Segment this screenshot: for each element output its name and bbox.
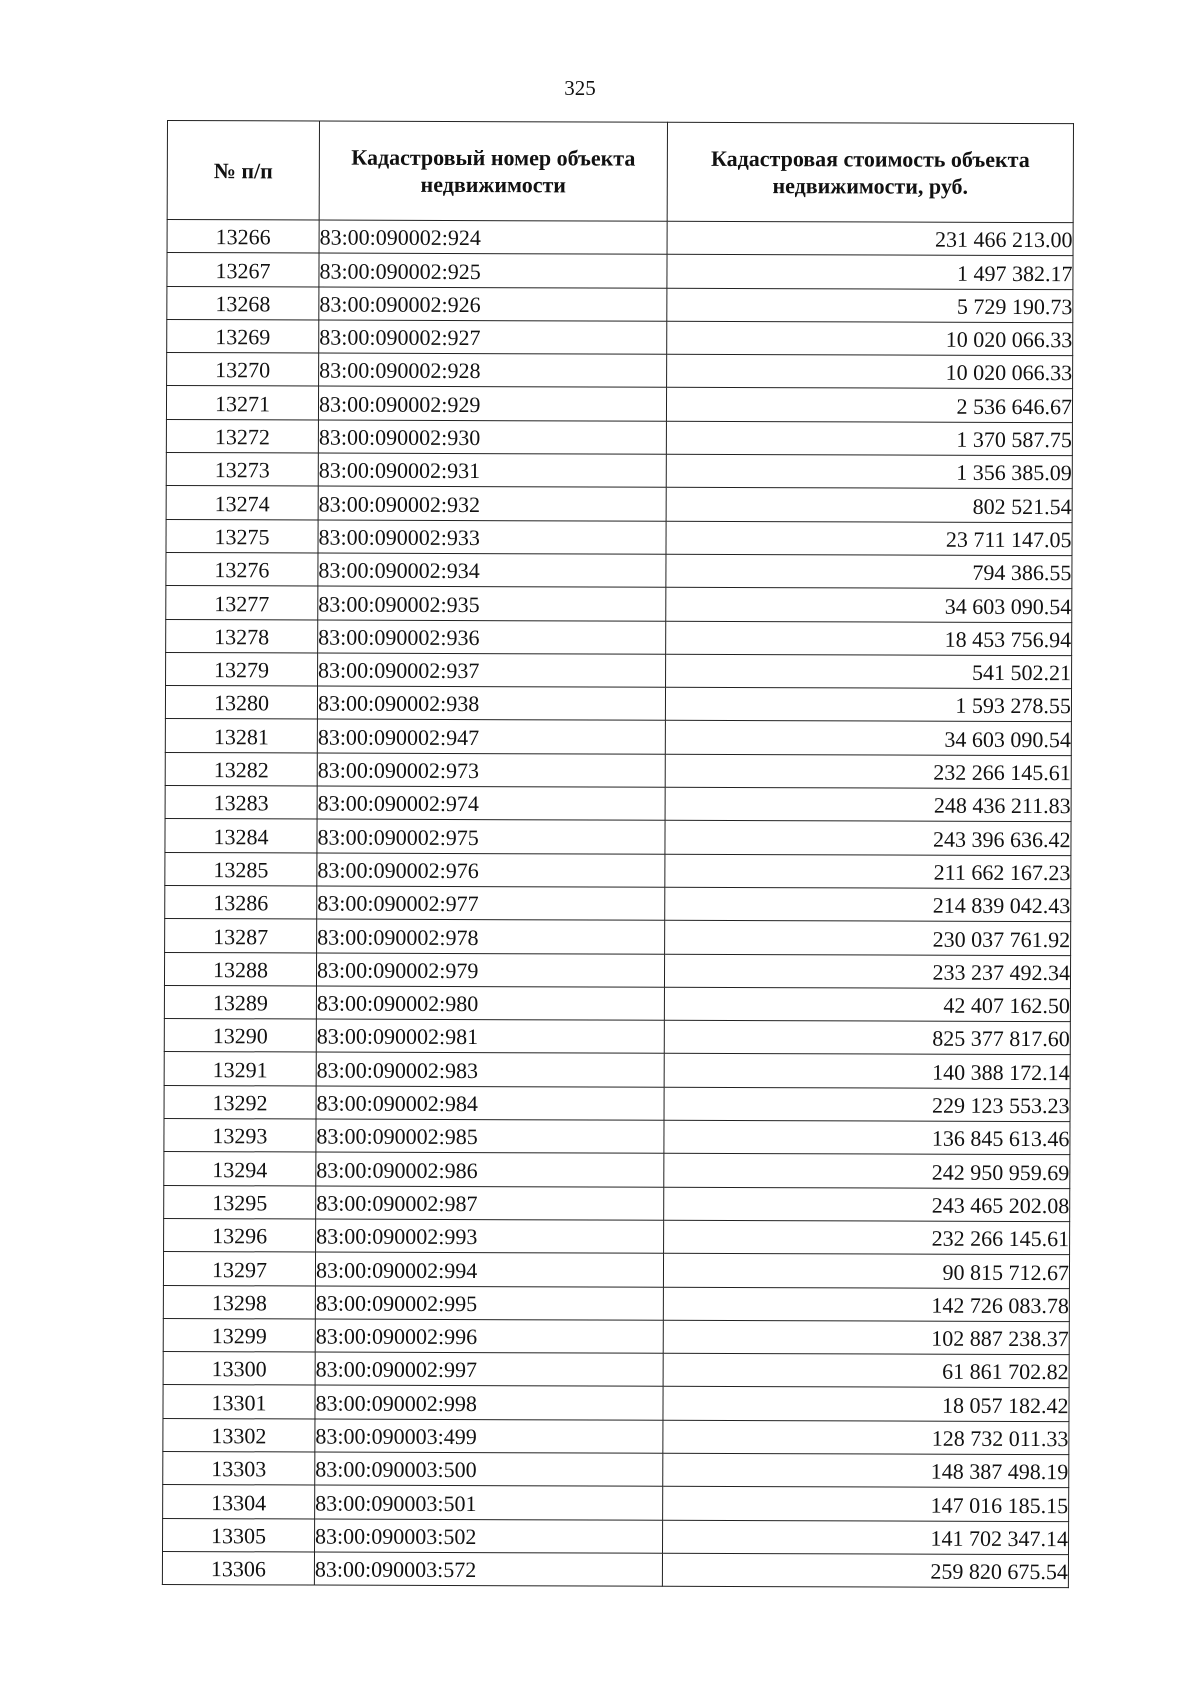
table-row — [164, 985, 1070, 1021]
table-row — [164, 1085, 1070, 1121]
cadastral-number-cell: 83:00:090002:935 — [318, 586, 666, 621]
row-number-cell: 13273 — [166, 453, 318, 487]
row-number-cell: 13282 — [165, 752, 317, 786]
cadastral-number-cell: 83:00:090002:929 — [318, 387, 666, 422]
cadastral-number-cell: 83:00:090002:994 — [315, 1252, 663, 1287]
table-row — [162, 1551, 1068, 1587]
cadastral-value-cell: 2 536 646.67 — [666, 388, 1072, 423]
cadastral-value-cell: 61 861 702.82 — [663, 1353, 1069, 1388]
cadastral-value-cell: 231 466 213.00 — [667, 221, 1073, 256]
cadastral-value-cell: 34 603 090.54 — [665, 721, 1071, 756]
row-number-cell: 13278 — [166, 619, 318, 653]
cadastral-number-cell: 83:00:090002:996 — [315, 1319, 663, 1354]
table-row — [166, 586, 1072, 622]
cadastral-value-cell: 5 729 190.73 — [667, 288, 1073, 323]
table-row — [166, 552, 1072, 588]
table-row — [165, 852, 1071, 888]
row-number-cell: 13292 — [164, 1085, 316, 1119]
row-number-cell: 13303 — [163, 1451, 315, 1485]
table-row — [164, 1218, 1070, 1254]
cadastral-value-cell: 142 726 083.78 — [663, 1287, 1069, 1322]
cadastral-number-cell: 83:00:090002:924 — [319, 220, 667, 255]
cadastral-value-cell: 243 396 636.42 — [665, 821, 1071, 856]
row-number-cell: 13272 — [166, 419, 318, 453]
table-row — [165, 885, 1071, 921]
row-number-cell: 13280 — [165, 686, 317, 720]
row-number-cell: 13288 — [164, 952, 316, 986]
row-number-cell: 13299 — [163, 1318, 315, 1352]
table-row — [166, 652, 1072, 688]
row-number-cell: 13306 — [162, 1551, 314, 1585]
cadastral-number-cell: 83:00:090002:995 — [315, 1286, 663, 1321]
row-number-cell: 13302 — [163, 1418, 315, 1452]
table-row — [163, 1451, 1069, 1487]
table-row — [166, 453, 1072, 489]
row-number-cell: 13295 — [164, 1185, 316, 1219]
table-row — [164, 1119, 1070, 1155]
cadastral-number-cell: 83:00:090002:928 — [319, 353, 667, 388]
row-number-cell: 13276 — [166, 552, 318, 586]
cadastral-number-cell: 83:00:090002:983 — [316, 1052, 664, 1087]
table-row — [163, 1518, 1069, 1554]
row-number-cell: 13298 — [163, 1285, 315, 1319]
table-row — [165, 919, 1071, 955]
row-number-cell: 13274 — [166, 486, 318, 520]
cadastral-value-cell: 18 453 756.94 — [666, 621, 1072, 656]
row-number-cell: 13300 — [163, 1352, 315, 1386]
row-number-cell: 13287 — [165, 919, 317, 953]
row-number-cell: 13290 — [164, 1019, 316, 1053]
cadastral-number-cell: 83:00:090002:979 — [316, 953, 664, 988]
cadastral-value-cell: 1 356 385.09 — [666, 454, 1072, 489]
cadastral-value-cell: 214 839 042.43 — [665, 887, 1071, 922]
header-cadastral-number: Кадастровый номер объекта недвижимости — [319, 121, 667, 221]
table-row — [165, 719, 1071, 755]
cadastral-value-cell: 10 020 066.33 — [667, 354, 1073, 389]
cadastral-number-cell: 83:00:090002:984 — [316, 1086, 664, 1121]
cadastral-value-cell: 23 711 147.05 — [666, 521, 1072, 556]
header-cadastral-value: Кадастровая стоимость объекта недвижимости, руб. — [667, 122, 1073, 222]
cadastral-number-cell: 83:00:090002:981 — [316, 1019, 664, 1054]
table-row — [164, 1019, 1070, 1055]
table-body — [162, 220, 1073, 1588]
cadastral-number-cell: 83:00:090002:932 — [318, 486, 666, 521]
cadastral-number-cell: 83:00:090002:985 — [316, 1119, 664, 1154]
table-row — [166, 486, 1072, 522]
cadastral-number-cell: 83:00:090002:976 — [317, 853, 665, 888]
cadastral-number-cell: 83:00:090002:927 — [319, 320, 667, 355]
cadastral-value-cell: 242 950 959.69 — [664, 1154, 1070, 1189]
page-number: 325 — [564, 76, 596, 100]
cadastral-value-cell: 10 020 066.33 — [667, 321, 1073, 356]
row-number-cell: 13267 — [167, 253, 319, 287]
table-row — [163, 1285, 1069, 1321]
cadastral-number-cell: 83:00:090002:934 — [318, 553, 666, 588]
cadastral-number-cell: 83:00:090003:501 — [315, 1485, 663, 1520]
cadastral-number-cell: 83:00:090002:974 — [317, 786, 665, 821]
cadastral-number-cell: 83:00:090002:986 — [316, 1152, 664, 1187]
cadastral-number-cell: 83:00:090003:572 — [314, 1552, 662, 1587]
cadastral-value-cell: 141 702 347.14 — [663, 1520, 1069, 1555]
cadastral-number-cell: 83:00:090002:973 — [317, 753, 665, 788]
cadastral-value-cell: 541 502.21 — [666, 654, 1072, 689]
cadastral-value-cell: 259 820 675.54 — [662, 1553, 1068, 1588]
row-number-cell: 13283 — [165, 786, 317, 820]
row-number-cell: 13305 — [163, 1518, 315, 1552]
row-number-cell: 13269 — [167, 319, 319, 353]
cadastral-value-cell: 232 266 145.61 — [665, 754, 1071, 789]
table-row — [166, 519, 1072, 555]
cadastral-number-cell: 83:00:090002:998 — [315, 1385, 663, 1420]
table-row — [166, 619, 1072, 655]
row-number-cell: 13266 — [167, 220, 319, 254]
cadastral-number-cell: 83:00:090002:975 — [317, 819, 665, 854]
cadastral-value-cell: 102 887 238.37 — [663, 1320, 1069, 1355]
row-number-cell: 13268 — [167, 286, 319, 320]
cadastral-value-cell: 128 732 011.33 — [663, 1420, 1069, 1455]
row-number-cell: 13285 — [165, 852, 317, 886]
table-row — [165, 786, 1071, 822]
cadastral-number-cell: 83:00:090002:930 — [318, 420, 666, 455]
cadastral-value-cell: 90 815 712.67 — [663, 1253, 1069, 1288]
cadastral-value-cell: 825 377 817.60 — [664, 1020, 1070, 1055]
row-number-cell: 13291 — [164, 1052, 316, 1086]
cadastral-number-cell: 83:00:090002:993 — [316, 1219, 664, 1254]
cadastral-number-cell: 83:00:090003:500 — [315, 1452, 663, 1487]
cadastral-value-cell: 802 521.54 — [666, 488, 1072, 523]
cadastral-value-cell: 18 057 182.42 — [663, 1387, 1069, 1422]
cadastral-value-cell: 1 370 587.75 — [666, 421, 1072, 456]
table-row — [163, 1485, 1069, 1521]
table-row — [163, 1252, 1069, 1288]
cadastral-number-cell: 83:00:090002:980 — [316, 986, 664, 1021]
table-row — [164, 1052, 1070, 1088]
cadastral-number-cell: 83:00:090002:925 — [319, 253, 667, 288]
row-number-cell: 13270 — [167, 353, 319, 387]
cadastral-number-cell: 83:00:090003:502 — [315, 1519, 663, 1554]
cadastral-number-cell: 83:00:090002:938 — [317, 686, 665, 721]
cadastral-value-cell: 794 386.55 — [666, 554, 1072, 589]
table-row — [163, 1385, 1069, 1421]
table-row — [167, 319, 1073, 355]
table-row — [167, 353, 1073, 389]
table-row — [165, 752, 1071, 788]
row-number-cell: 13275 — [166, 519, 318, 553]
cadastral-value-cell: 147 016 185.15 — [663, 1487, 1069, 1522]
row-number-cell: 13296 — [164, 1218, 316, 1252]
header-row-number: № п/п — [167, 121, 319, 221]
table-row — [164, 1185, 1070, 1221]
cadastral-number-cell: 83:00:090002:931 — [318, 453, 666, 488]
cadastral-value-cell: 211 662 167.23 — [665, 854, 1071, 889]
row-number-cell: 13279 — [166, 652, 318, 686]
cadastral-value-cell: 248 436 211.83 — [665, 787, 1071, 822]
cadastral-value-table — [162, 120, 1074, 1588]
cadastral-value-cell: 232 266 145.61 — [664, 1220, 1070, 1255]
cadastral-value-cell: 34 603 090.54 — [666, 588, 1072, 623]
row-number-cell: 13284 — [165, 819, 317, 853]
table-row — [163, 1352, 1069, 1388]
cadastral-value-cell: 42 407 162.50 — [664, 987, 1070, 1022]
row-number-cell: 13297 — [163, 1252, 315, 1286]
table-row — [167, 286, 1073, 322]
cadastral-value-cell: 140 388 172.14 — [664, 1054, 1070, 1089]
table-row — [166, 386, 1072, 422]
row-number-cell: 13293 — [164, 1119, 316, 1153]
row-number-cell: 13301 — [163, 1385, 315, 1419]
row-number-cell: 13286 — [165, 885, 317, 919]
cadastral-value-cell: 148 387 498.19 — [663, 1453, 1069, 1488]
row-number-cell: 13277 — [166, 586, 318, 620]
cadastral-number-cell: 83:00:090002:997 — [315, 1352, 663, 1387]
cadastral-number-cell: 83:00:090002:978 — [317, 919, 665, 954]
row-number-cell: 13271 — [166, 386, 318, 420]
table-row — [167, 253, 1073, 289]
cadastral-value-cell: 1 593 278.55 — [665, 687, 1071, 722]
cadastral-number-cell: 83:00:090002:936 — [318, 620, 666, 655]
table-row — [165, 819, 1071, 855]
cadastral-value-cell: 1 497 382.17 — [667, 255, 1073, 290]
cadastral-number-cell: 83:00:090002:987 — [316, 1186, 664, 1221]
cadastral-number-cell: 83:00:090002:926 — [319, 287, 667, 322]
row-number-cell: 13281 — [165, 719, 317, 753]
cadastral-value-cell: 243 465 202.08 — [664, 1187, 1070, 1222]
cadastral-value-cell: 229 123 553.23 — [664, 1087, 1070, 1122]
row-number-cell: 13289 — [164, 985, 316, 1019]
table-row — [167, 220, 1073, 256]
cadastral-value-cell: 233 237 492.34 — [664, 954, 1070, 989]
cadastral-number-cell: 83:00:090002:947 — [317, 719, 665, 754]
row-number-cell: 13294 — [164, 1152, 316, 1186]
table-row — [166, 419, 1072, 455]
table-header-row — [167, 121, 1073, 223]
cadastral-number-cell: 83:00:090003:499 — [315, 1419, 663, 1454]
cadastral-number-cell: 83:00:090002:937 — [318, 653, 666, 688]
cadastral-number-cell: 83:00:090002:977 — [317, 886, 665, 921]
row-number-cell: 13304 — [163, 1485, 315, 1519]
table-row — [164, 952, 1070, 988]
table-row — [165, 686, 1071, 722]
table-row — [164, 1152, 1070, 1188]
cadastral-value-cell: 230 037 761.92 — [665, 920, 1071, 955]
table-row — [163, 1418, 1069, 1454]
cadastral-number-cell: 83:00:090002:933 — [318, 520, 666, 555]
cadastral-value-cell: 136 845 613.46 — [664, 1120, 1070, 1155]
table-row — [163, 1318, 1069, 1354]
